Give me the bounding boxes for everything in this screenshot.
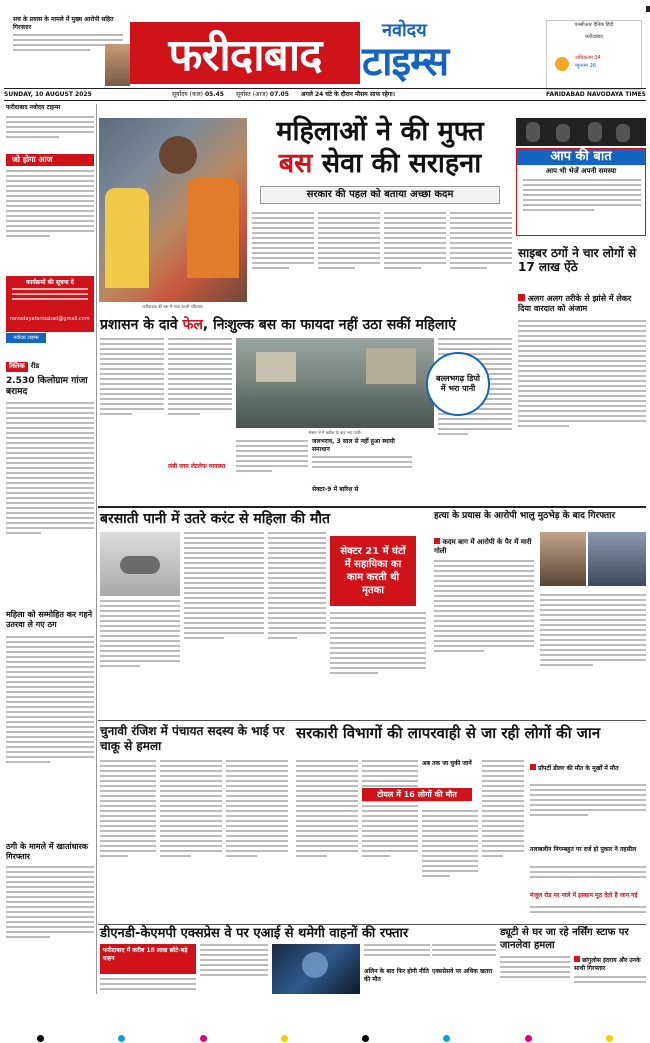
lead-headline-line1: महिलाओं ने की मुफ्त [276, 116, 484, 147]
flood-photo [236, 338, 434, 428]
vehicles-tag: फरीदाबाद में करीब 18 लाख छोटे-बड़े वाहन [100, 944, 196, 974]
masthead-photo [105, 44, 130, 86]
sidebar-section-title: जो होगा आज [6, 154, 94, 166]
sector-9-sub: सेक्टर-9 में बारिश से [312, 486, 359, 493]
encounter-headline: हत्या के प्रयास के आरोपी भालु मुठभेड़ के बाद गिरफ्तार [434, 511, 616, 521]
sidebar-badge: नवोदय टाइम्स [6, 333, 46, 343]
registration-strip [0, 1034, 650, 1043]
panchayat-headline: चुनावी रंजिश में पंचायत सदस्य के भाई पर चाकू से हमला [100, 724, 285, 753]
waterlog-sub: जलभराव, 3 साल से नहीं हुआ स्थायी समाधान [312, 438, 395, 453]
bullet-icon [530, 764, 536, 770]
sunrise: सूर्योदय (कल) 05.45 [172, 91, 224, 98]
weather-box [546, 20, 642, 90]
flood-photo-caption: सेक्टर 9 में बारिश के बाद भरा पानी। [308, 430, 362, 435]
lead-headline-red: बस [278, 148, 313, 179]
lead-headline-line2: सेवा की सराहना [321, 148, 482, 179]
current-pullquote [330, 536, 416, 606]
thagi-headline: ठगी के मामले में खातांधारक गिरफ्तार [6, 842, 89, 861]
bullet-icon [518, 294, 525, 301]
depot-quote-text: बल्लभगढ़ डिपो में भरा पानी [436, 374, 480, 393]
lead-subhead: सरकार की पहल को बताया अच्छा कदम [260, 186, 500, 204]
aap-ki-baat-title: आप की बात [517, 149, 645, 165]
pullquote-text: सेक्टर 21 में घंटों में सहायिका का काम करती थी मृतका [340, 546, 406, 596]
encounter-sub: कदम बाग में आरोपी के पैर में मारी गोली [434, 538, 532, 555]
sidebar-promo: फरीदाबाद नवोदय टाइम्स [6, 104, 61, 111]
paper-title-right [360, 18, 507, 84]
click-read [6, 362, 94, 372]
left-teaser-headline: सच के प्रयास के मामले में मुख्य आरोपी सहित गिरफ्तार [13, 16, 114, 31]
cyber-headline: साइबर ठगों ने चार लोगों से 17 लाख ऐंठे [518, 246, 637, 274]
expressway-photo [272, 944, 360, 994]
date-line: SUNDAY, 10 AUGUST 2025 [4, 90, 92, 98]
second-headline: प्रशासन के दावे फेल, निःशुल्क बस का फायदा नहीं उठा सकीं महिलाएं [100, 317, 456, 333]
govt-negligence-headline: सरकारी विभागों की लापरवाही से जा रही लोगों की जान [296, 724, 601, 742]
deaths-so-far-sub: अब तक जा चुकी जानें [422, 760, 472, 767]
expressway-sub: एक्सप्रेसवे पर अधिक खतरा [432, 968, 493, 975]
accused-photo-1 [540, 532, 586, 586]
masthead [0, 0, 650, 96]
policy-sub: अलिन के बाद फिर होगी नीति की मौत [364, 968, 429, 983]
forecast: अगले 24 घंटे के दौरान मौसम साफ रहेगा। [300, 91, 396, 98]
masthead-top-strip [646, 6, 650, 12]
bullet-icon [574, 956, 580, 962]
property-dealer-sub: प्रॉपर्टी डीलर की मौत के मूर्खों में मौत [530, 764, 646, 773]
drain-sub: मंजूल रोड पर नाले में इस्कान मूठ देतो है जान गई [530, 892, 638, 899]
lead-photo [99, 118, 247, 302]
expressway-ai-headline: डीएनडी-केएमपी एक्सप्रेस वे पर एआई से थमेगी वाहनों की रफ्तार [100, 926, 409, 941]
brand-en: FARIDABAD NAVODAYA TIMES [546, 90, 646, 98]
temp-max: अधिकतम 34 [575, 55, 601, 61]
weather-box-title: एनसीआर दैनिक हिंदी [574, 22, 614, 28]
nursing-sub: छांगुलोस इंदराय और उनके साथी गिरफ्तार [574, 957, 641, 972]
title-faridabad: फरीदाबाद [168, 30, 322, 81]
read-label: रीड [30, 362, 40, 370]
jam-sub: लंबी जाम लेटलेफ व्यवस्था [168, 463, 226, 470]
date-bar [4, 89, 646, 99]
accused-photo-2 [588, 532, 646, 586]
title-navodaya: नवोदय [382, 20, 427, 41]
temp-min: न्यूनतम 26 [575, 63, 596, 69]
bullet-icon [434, 538, 440, 544]
hypnotize-headline: महिला को सम्मोहित कर गहने उतरवा ले गए ठग [6, 610, 93, 629]
paper-title-left [130, 22, 360, 84]
deaths-banner: टोयल में 16 लोगों की मौत [362, 788, 472, 801]
aap-ki-baat-box [516, 148, 646, 236]
ganja-headline: 2.530 किलोग्राम गांजा बरामद [6, 376, 88, 397]
sun-icon [555, 57, 569, 71]
tehsil-sub: तलाबलीन निगम्बहुत पर दर्ज हो पुकार ने तहसील [530, 846, 637, 853]
title-times: टाइम्स [362, 39, 449, 85]
protest-graphic [516, 118, 646, 146]
lead-headline [252, 116, 508, 180]
cyber-sub: अलग अलग तरीके से झांसे में लेकर दिया वारदात को अंजाम [518, 294, 632, 313]
left-sidebar [6, 104, 94, 994]
events-notice [6, 276, 94, 332]
depot-quote [426, 352, 490, 416]
lead-photo-caption: फरीदाबाद की बस में यात्रा करती महिलाएं। [142, 304, 204, 309]
nursing-attack-headline: ड्यूटी से घर जा रहे नर्सिंग स्टाफ पर जानलेवा हमला [500, 927, 629, 951]
click-label: क्लिक [6, 362, 28, 372]
current-death-headline: बरसाती पानी में उतरे करंट से महिला की मौत [100, 511, 331, 527]
sunset: सूर्यास्त (आज) 07.05 [235, 91, 289, 98]
aap-ki-baat-sub: आप भी भेजें अपनी समस्या [545, 167, 617, 175]
current-death-photo [100, 532, 180, 596]
events-title: कार्यक्रमों की सूचना दें [26, 279, 74, 286]
weather-city: फरीदाबाद [585, 34, 603, 40]
events-email: navodayafaridabad@gmail.com [10, 316, 90, 322]
